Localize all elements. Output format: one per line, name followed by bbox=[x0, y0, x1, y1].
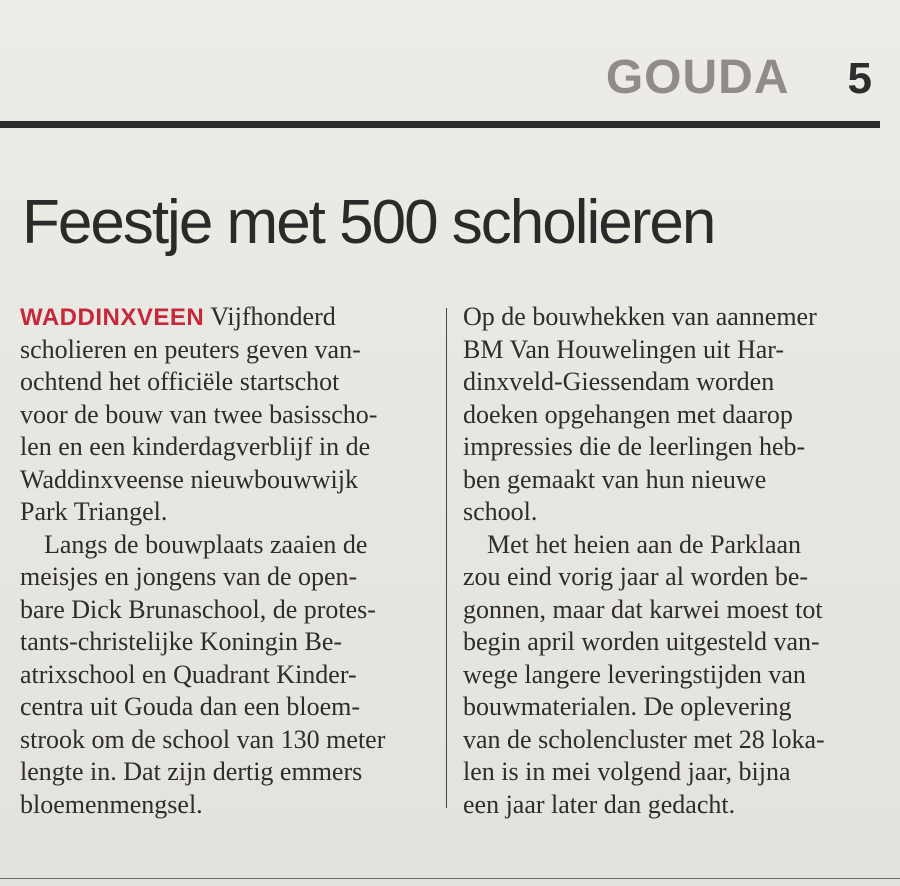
text-line: bare Dick Brunaschool, de protes- bbox=[20, 594, 376, 624]
text-line: scholieren en peuters geven van- bbox=[20, 334, 361, 364]
text-line: meisjes en jongens van de open- bbox=[20, 562, 358, 591]
text-line: tants-christelijke Koningin Be- bbox=[20, 627, 343, 656]
article-headline: Feestje met 500 scholieren bbox=[22, 188, 715, 257]
section-header bbox=[606, 50, 872, 110]
dateline: WADDINXVEEN bbox=[20, 304, 205, 331]
text-line: wege langere leveringstijden van bbox=[463, 659, 806, 689]
article-column-right bbox=[463, 301, 883, 821]
text-line: bloemenmengsel. bbox=[20, 789, 203, 819]
text-line: Met het heien aan de Parklaan bbox=[487, 529, 802, 559]
section-name: GOUDA bbox=[605, 51, 790, 104]
text-line: impressies die de leerlingen heb- bbox=[463, 432, 806, 461]
text-line: voor de bouw van twee basisscho- bbox=[20, 399, 378, 429]
text-line: Langs de bouwplaats zaaien de bbox=[44, 529, 368, 559]
text-line: lengte in. Dat zijn dertig emmers bbox=[20, 757, 363, 786]
text-line: atrixschool en Quadrant Kinder- bbox=[20, 659, 357, 689]
text-line: bouwmaterialen. De oplevering bbox=[463, 692, 792, 721]
text-line: zou eind vorig jaar al worden be- bbox=[463, 562, 809, 591]
bottom-rule bbox=[0, 878, 900, 879]
article-column-left bbox=[20, 301, 430, 821]
text-line: len is in mei volgend jaar, bijna bbox=[463, 757, 791, 786]
text-line: Park Triangel. bbox=[20, 497, 168, 526]
text-line: Waddinxveense nieuwbouwwijk bbox=[20, 464, 358, 494]
text-line: ben gemaakt van hun nieuwe bbox=[463, 464, 767, 494]
column-divider bbox=[446, 308, 447, 808]
text-line: school. bbox=[463, 497, 538, 526]
text-line-content: Vijfhonderd bbox=[210, 302, 336, 331]
text-line bbox=[20, 301, 430, 334]
text-line: len en een kinderdagverblijf in de bbox=[20, 432, 371, 461]
text-line: begin april worden uitgesteld van- bbox=[463, 627, 820, 656]
text-line: centra uit Gouda dan een bloem- bbox=[20, 692, 361, 721]
page-number: 5 bbox=[847, 54, 872, 103]
header-rule bbox=[0, 121, 880, 128]
text-line: BM Van Houwelingen uit Har- bbox=[463, 334, 785, 364]
text-line: Op de bouwhekken van aannemer bbox=[463, 302, 817, 331]
text-line: gonnen, maar dat karwei moest tot bbox=[463, 594, 823, 624]
text-line: van de scholencluster met 28 loka- bbox=[463, 724, 825, 754]
text-line: strook om de school van 130 meter bbox=[20, 724, 386, 754]
text-line: doeken opgehangen met daarop bbox=[463, 399, 793, 429]
text-line: een jaar later dan gedacht. bbox=[463, 789, 736, 819]
text-line: ochtend het officiële startschot bbox=[20, 367, 340, 396]
text-line: dinxveld-Giessendam worden bbox=[463, 367, 775, 396]
